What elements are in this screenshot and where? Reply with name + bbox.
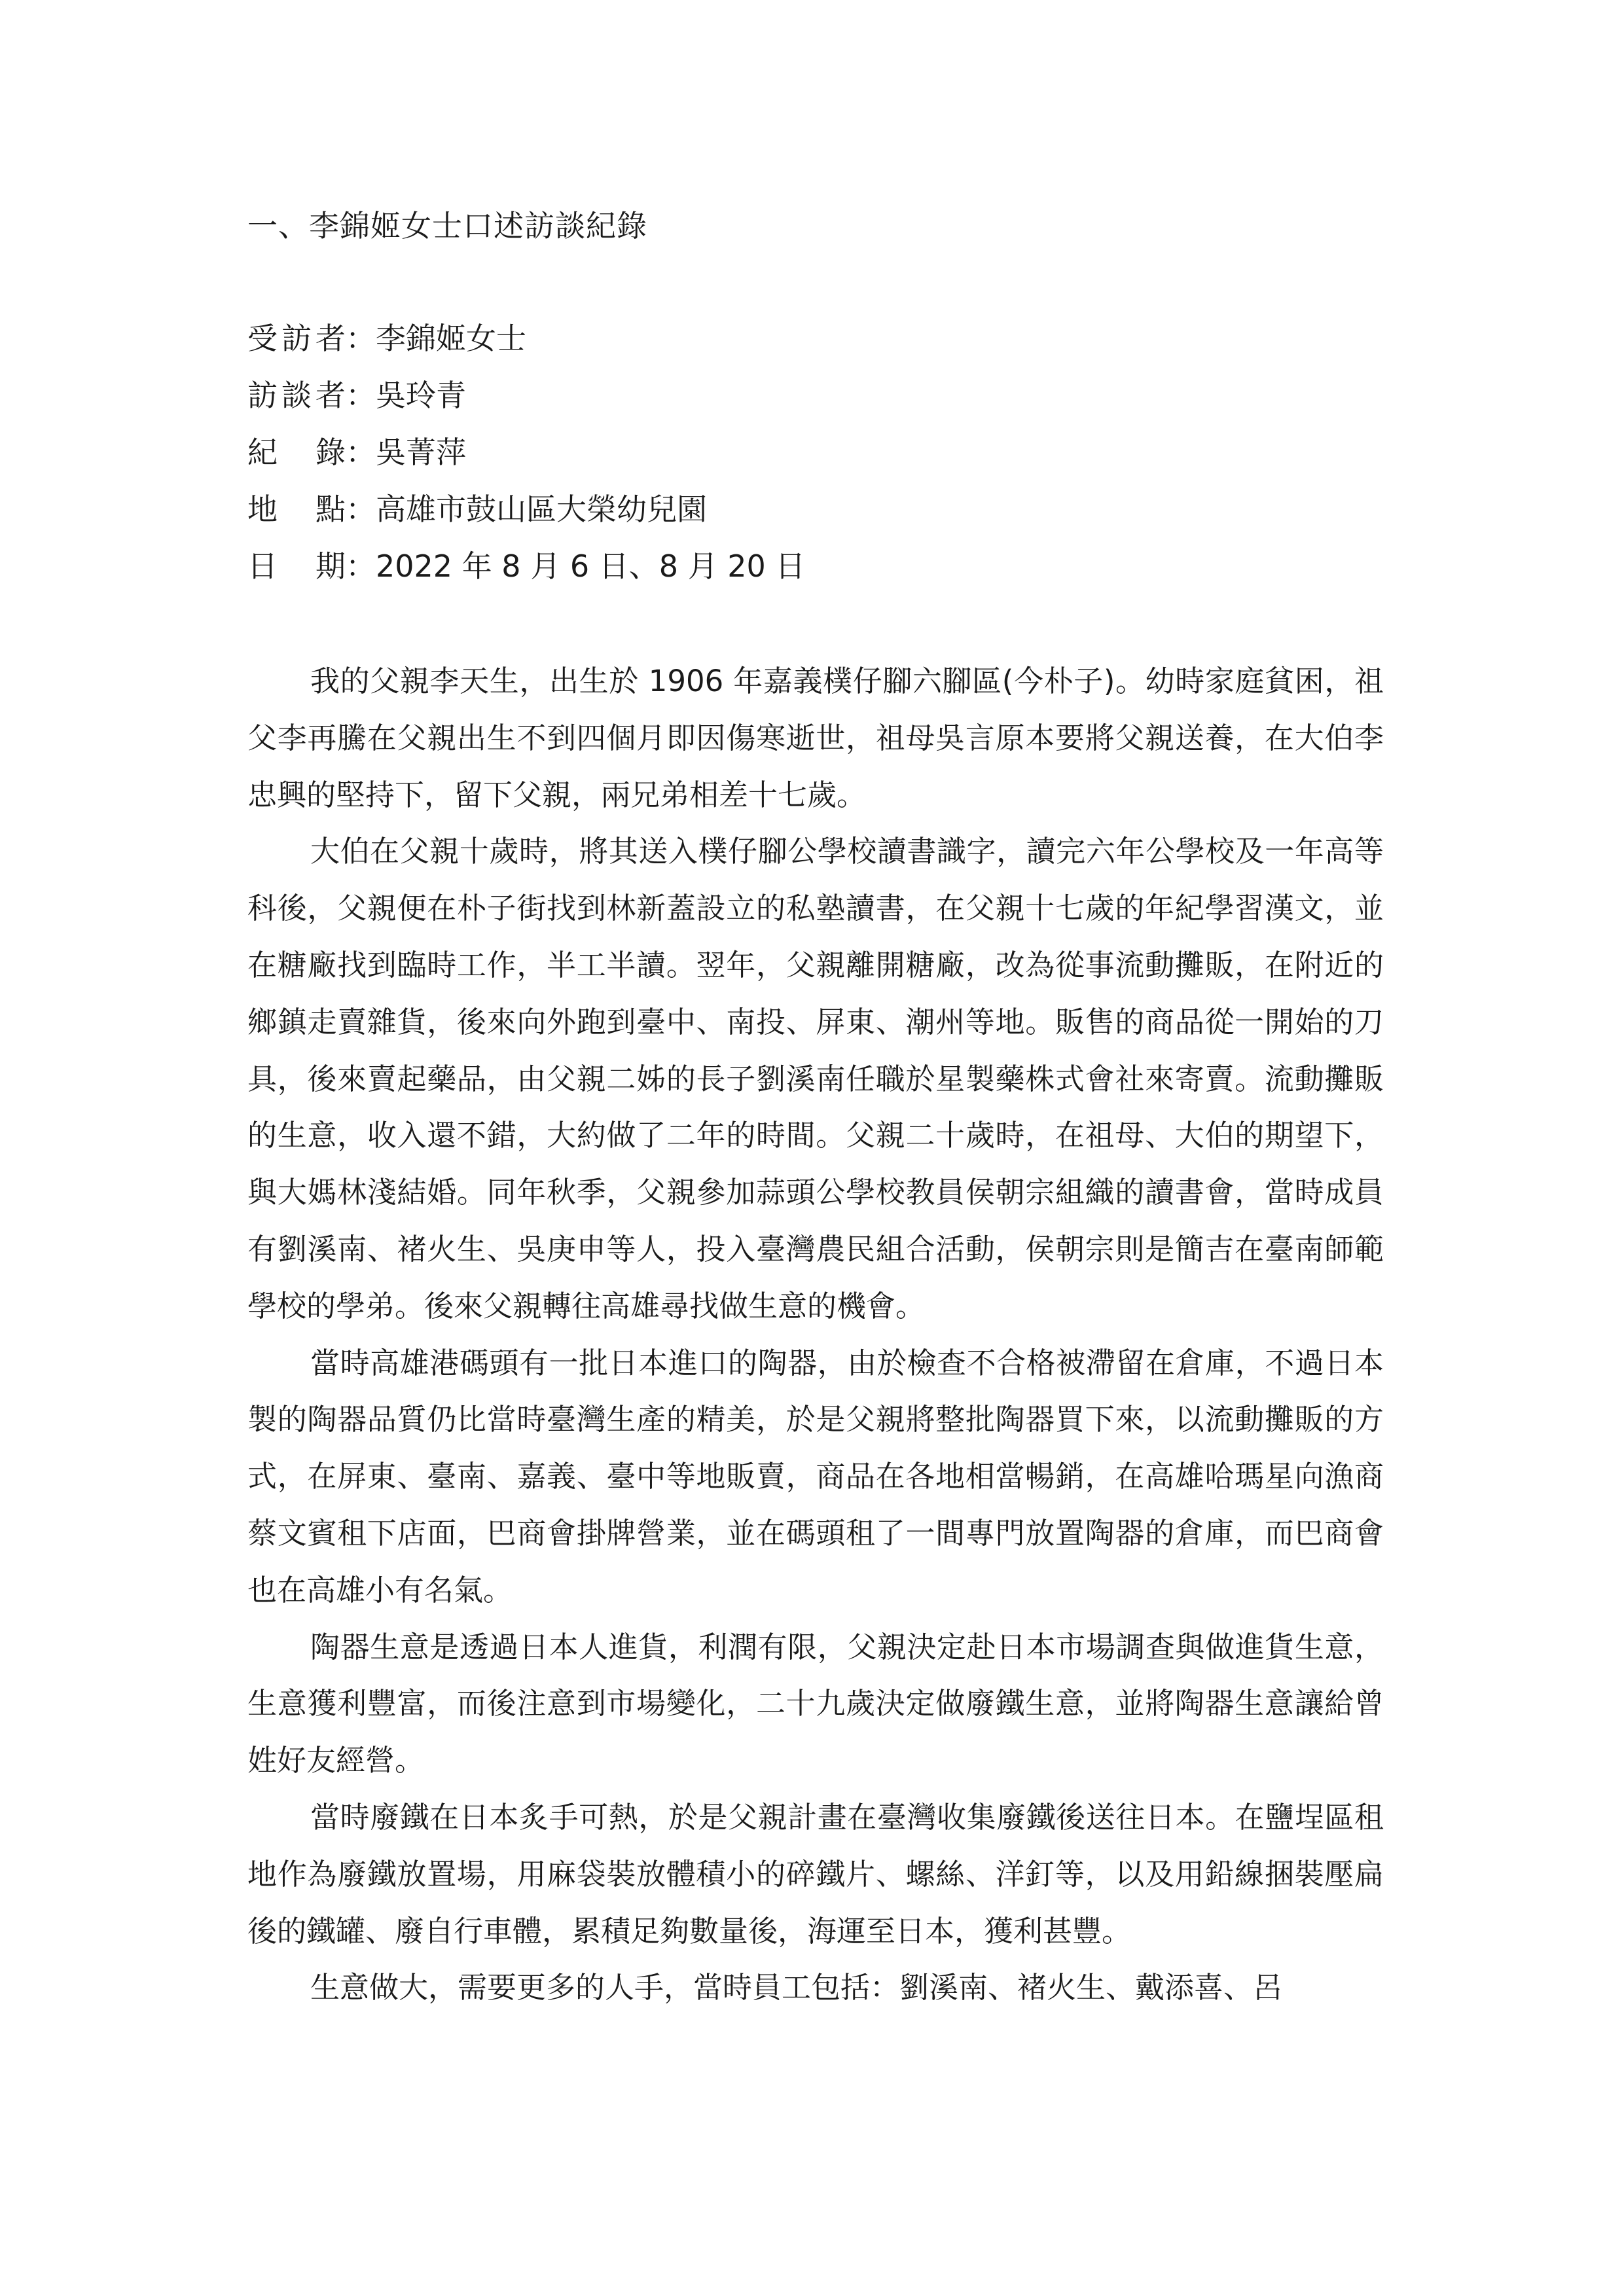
body-paragraph: 生意做大，需要更多的人手，當時員工包括：劉溪南、褚火生、戴添喜、呂 xyxy=(310,1970,1283,2005)
meta-row-interviewer xyxy=(247,372,1393,429)
body-paragraph: 當時高雄港碼頭有一批日本進口的陶器，由於檢查不合格被滯留在倉庫，不過日本製的陶器品質仍比當時臺灣生產的精美，於是父親將整批陶器買下來，以流動攤販的方式，在屏東、臺南、嘉義、臺中等地販賣，商品在各地相當暢銷，在高雄哈瑪星向漁商蔡文賓租下店面，巴商會掛牌營業，並在碼頭租了一間專門放置陶器的倉庫，而巴商會也在高雄小有名氣。 xyxy=(247,1345,1384,1607)
meta-value: 高雄市鼓山區大榮幼兒園 xyxy=(376,492,707,527)
meta-row-interviewee xyxy=(247,315,1393,372)
meta-separator: ： xyxy=(346,378,376,413)
body-paragraph: 我的父親李天生，出生於 1906 年嘉義樸仔腳六腳區(今朴子)。幼時家庭貧困，祖父李再騰在父親出生不到四個月即因傷寒逝世，祖母吳言原本要將父親送養，在大伯李忠興的堅持下，留下父親，兩兄弟相差十七歲。 xyxy=(247,664,1384,812)
body-paragraph: 陶器生意是透過日本人進貨，利潤有限，父親決定赴日本市場調查與做進貨生意，生意獲利豐富，而後注意到市場變化，二十九歲決定做廢鐵生意，並將陶器生意讓給曾姓好友經營。 xyxy=(247,1629,1384,1778)
meta-row-date xyxy=(247,543,1393,600)
meta-separator: ： xyxy=(346,435,376,470)
meta-label: 紀 錄 xyxy=(247,435,346,470)
meta-row-location xyxy=(247,486,1393,543)
meta-label: 受訪者 xyxy=(247,321,346,356)
interview-metadata xyxy=(247,315,1393,600)
meta-value: 李錦姬女士 xyxy=(376,321,526,356)
meta-separator: ： xyxy=(346,321,376,356)
meta-value: 吳玲青 xyxy=(376,378,466,413)
meta-row-recorder xyxy=(247,429,1393,486)
meta-label: 訪談者 xyxy=(247,378,346,413)
meta-separator: ： xyxy=(346,492,376,527)
meta-label: 地 點 xyxy=(247,492,346,527)
meta-separator: ： xyxy=(346,548,376,584)
meta-value: 2022 年 8 月 6 日、8 月 20 日 xyxy=(376,548,806,584)
interview-body xyxy=(247,653,1384,2017)
document-title: 一、李錦姬女士口述訪談紀錄 xyxy=(247,208,647,243)
body-paragraph: 大伯在父親十歲時，將其送入樸仔腳公學校讀書識字，讀完六年公學校及一年高等科後，父親便在朴子街找到林新蓋設立的私塾讀書，在父親十七歲的年紀學習漢文，並在糖廠找到臨時工作，半工半讀。翌年，父親離開糖廠，改為從事流動攤販，在附近的鄉鎮走賣雜貨，後來向外跑到臺中、南投、屏東、潮州等地。販售的商品從一開始的刀具，後來賣起藥品，由父親二姊的長子劉溪南任職於星製藥株式會社來寄賣。流動攤販的生意，收入還不錯，大約做了二年的時間。父親二十歲時，在祖母、大伯的期望下，與大媽林淺結婚。同年秋季，父親參加蒜頭公學校教員侯朝宗組織的讀書會，當時成員有劉溪南、褚火生、吳庚申等人，投入臺灣農民組合活動，侯朝宗則是簡吉在臺南師範學校的學弟。後來父親轉往高雄尋找做生意的機會。 xyxy=(247,834,1384,1323)
body-paragraph: 當時廢鐵在日本炙手可熱，於是父親計畫在臺灣收集廢鐵後送往日本。在鹽埕區租地作為廢鐵放置場，用麻袋裝放體積小的碎鐵片、螺絲、洋釘等，以及用鉛線捆裝壓扁後的鐵罐、廢自行車體，累積足夠數量後，海運至日本，獲利甚豐。 xyxy=(247,1799,1384,1948)
meta-label: 日 期 xyxy=(247,548,346,584)
meta-value: 吳菁萍 xyxy=(376,435,466,470)
